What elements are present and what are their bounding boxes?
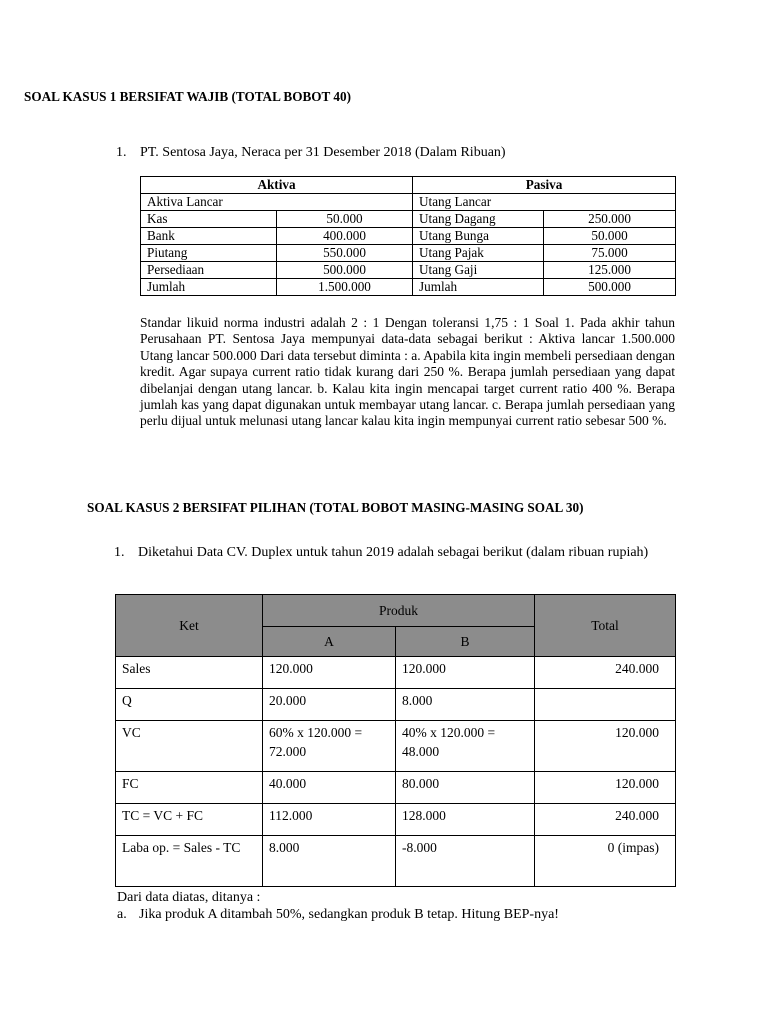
a-cell: 40.000 bbox=[263, 772, 396, 804]
aktiva-label: Kas bbox=[141, 211, 277, 228]
section1-question-1 bbox=[116, 143, 716, 163]
table-row bbox=[116, 689, 676, 721]
table-row bbox=[116, 657, 676, 689]
aktiva-value: 500.000 bbox=[277, 262, 413, 279]
table-total-row bbox=[141, 279, 676, 296]
pasiva-label: Utang Pajak bbox=[413, 245, 544, 262]
produk-a-header: A bbox=[263, 627, 396, 657]
table-row bbox=[141, 245, 676, 262]
after-table-text: Dari data diatas, ditanya : bbox=[117, 890, 261, 905]
ket-cell: Q bbox=[116, 689, 263, 721]
total-cell: 120.000 bbox=[535, 721, 676, 772]
table-row bbox=[116, 772, 676, 804]
total-cell bbox=[535, 689, 676, 721]
a-cell: 112.000 bbox=[263, 804, 396, 836]
pasiva-value: 125.000 bbox=[544, 262, 676, 279]
question-text: PT. Sentosa Jaya, Neraca per 31 Desember 2018 (Dalam Ribuan) bbox=[140, 145, 506, 160]
question-number: 1. bbox=[116, 145, 127, 160]
sub-question-text: Jika produk A ditambah 50%, sedangkan produk B tetap. Hitung BEP-nya! bbox=[139, 907, 559, 922]
a-cell: 8.000 bbox=[263, 836, 396, 887]
ket-cell: FC bbox=[116, 772, 263, 804]
pasiva-label: Utang Bunga bbox=[413, 228, 544, 245]
table-row bbox=[141, 211, 676, 228]
table-row bbox=[141, 262, 676, 279]
table-row bbox=[116, 804, 676, 836]
ket-cell: TC = VC + FC bbox=[116, 804, 263, 836]
question-number: 1. bbox=[114, 545, 125, 560]
section1-heading: SOAL KASUS 1 BERSIFAT WAJIB (TOTAL BOBOT 40) bbox=[24, 89, 351, 104]
aktiva-value: 1.500.000 bbox=[277, 279, 413, 296]
aktiva-group-label: Aktiva Lancar bbox=[141, 194, 413, 211]
table-header-row bbox=[116, 595, 676, 627]
aktiva-label: Piutang bbox=[141, 245, 277, 262]
b-cell: -8.000 bbox=[396, 836, 535, 887]
aktiva-label: Jumlah bbox=[141, 279, 277, 296]
b-cell: 80.000 bbox=[396, 772, 535, 804]
table-row bbox=[141, 228, 676, 245]
ket-cell: Sales bbox=[116, 657, 263, 689]
a-cell: 120.000 bbox=[263, 657, 396, 689]
ket-header: Ket bbox=[116, 595, 263, 657]
aktiva-value: 400.000 bbox=[277, 228, 413, 245]
a-cell: 60% x 120.000 = 72.000 bbox=[263, 721, 396, 772]
ket-cell: Laba op. = Sales - TC bbox=[116, 836, 263, 887]
total-cell: 240.000 bbox=[535, 804, 676, 836]
a-cell: 20.000 bbox=[263, 689, 396, 721]
pasiva-label: Utang Dagang bbox=[413, 211, 544, 228]
aktiva-header: Aktiva bbox=[141, 177, 413, 194]
total-cell: 240.000 bbox=[535, 657, 676, 689]
pasiva-value: 500.000 bbox=[544, 279, 676, 296]
cv-duplex-table bbox=[115, 594, 676, 887]
pasiva-value: 75.000 bbox=[544, 245, 676, 262]
pasiva-header: Pasiva bbox=[413, 177, 676, 194]
aktiva-label: Bank bbox=[141, 228, 277, 245]
b-cell: 120.000 bbox=[396, 657, 535, 689]
pasiva-group-label: Utang Lancar bbox=[413, 194, 676, 211]
b-cell: 128.000 bbox=[396, 804, 535, 836]
produk-header: Produk bbox=[263, 595, 535, 627]
total-header: Total bbox=[535, 595, 676, 657]
table-group-row bbox=[141, 194, 676, 211]
aktiva-value: 50.000 bbox=[277, 211, 413, 228]
b-cell: 8.000 bbox=[396, 689, 535, 721]
pasiva-label: Utang Gaji bbox=[413, 262, 544, 279]
b-cell: 40% x 120.000 = 48.000 bbox=[396, 721, 535, 772]
table-row bbox=[116, 836, 676, 887]
balance-sheet-table bbox=[140, 176, 676, 296]
section1-paragraph: Standar likuid norma industri adalah 2 : 1 Dengan toleransi 1,75 : 1 Soal 1. Pada akhir tahun Perusahaan PT. Sentosa Jaya mempunyai data-data sebagai berikut : Aktiva lancar 1.500.000 Utang lancar 500.000 Dari data tersebut diminta : a. Apabila kita ingin membeli persediaan dengan kredit. Agar supaya current ratio tidak kurang dari 250 %. Berapa jumlah persediaan yang dapat dibelanjai dengan utang lancar. b. Kalau kita ingin mencapai target current ratio 400 %. Berapa jumlah kas yang dapat digunakan untuk membayar utang lancar. c. Berapa jumlah persediaan yang perlu dijual untuk melunasi utang lancar kalau kita ingin mempunyai current ratio sebesar 500 %. bbox=[140, 315, 675, 429]
sub-question-label: a. bbox=[117, 907, 127, 922]
pasiva-value: 50.000 bbox=[544, 228, 676, 245]
pasiva-label: Jumlah bbox=[413, 279, 544, 296]
ket-cell: VC bbox=[116, 721, 263, 772]
total-cell: 0 (impas) bbox=[535, 836, 676, 887]
section2-heading: SOAL KASUS 2 BERSIFAT PILIHAN (TOTAL BOBOT MASING-MASING SOAL 30) bbox=[87, 500, 584, 515]
aktiva-value: 550.000 bbox=[277, 245, 413, 262]
produk-b-header: B bbox=[396, 627, 535, 657]
pasiva-value: 250.000 bbox=[544, 211, 676, 228]
table-header-row bbox=[141, 177, 676, 194]
total-cell: 120.000 bbox=[535, 772, 676, 804]
aktiva-label: Persediaan bbox=[141, 262, 277, 279]
section2-question-1 bbox=[114, 543, 674, 585]
table-row bbox=[116, 721, 676, 772]
question-text: Diketahui Data CV. Duplex untuk tahun 2019 adalah sebagai berikut (dalam ribuan rupiah) bbox=[138, 545, 649, 560]
